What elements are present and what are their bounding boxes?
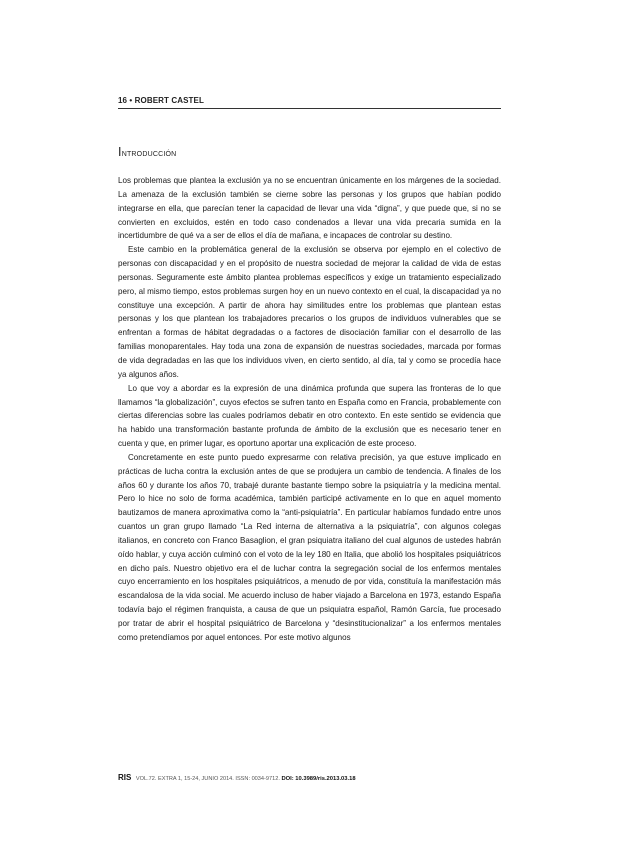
paragraph-2: Este cambio en la problemática general de la exclusión se observa por ejemplo en el colectivo de personas con discapacidad y en el propósito de nuestra sociedad de mejorar la calidad de vida de estas personas. Seguramente este ámbito plantea problemas específicos y exige un tratamiento especializado pero, al mismo tiempo, estos problemas surgen hoy en un nuevo contexto en el cual, la discapacidad ya no constituye una excepción. A partir de ahora hay similitudes entre los problemas que plantean estas personas y los que plantean los trabajadores precarios o los grupos de individuos vulnerables que se enfrentan a formas de hábitat degradadas o a factores de disociación familiar con el desarrollo de las familias monoparentales. Hay toda una zona de expansión de nuestras sociedades, marcada por formas de vida degradadas en las que los individuos viven, en cierto sentido, al día, tal y como se procedía hace ya algunos años. [118, 245, 501, 379]
section-title: Introducción [118, 145, 177, 159]
journal-abbrev: RIS [118, 773, 132, 782]
paragraph-4: Concretamente en este punto puedo expresarme con relativa precisión, ya que estuve implicado en prácticas de lucha contra la exclusión antes de que se produjera un cambio de tendencia. A finales de los años 60 y durante los años 70, trabajé durante bastante tiempo sobre la psiquiatría y la medicina mental. Pero lo hice no solo de forma académica, también participé activamente en lo que en aquel momento bautizamos de manera aproximativa como la “anti-psiquiatría”. En particular habíamos fundado entre unos cuantos un gran grupo llamado “La Red interna de alternativa a la psiquiatría”, con algunos colegas italianos, en concreto con Franco Basaglion, el gran psiquiatra italiano del cual algunos de ustedes habrán oído hablar, y cuya acción culminó con el voto de la ley 180 en Italia, que abolió los hospitales psiquiátricos en dicho país. Nuestro objetivo era el de luchar contra la segregación social de los enfermos mentales cuyo encerramiento en los hospitales psiquiátricos, a menudo de por vida, constituía la manifestación más escandalosa de la vida social. Me acuerdo incluso de haber viajado a Barcelona en 1973, estando España todavía bajo el régimen franquista, a causa de que un psiquiatra español, Ramón García, fue procesado por tratar de abrir el hospital psiquiátrico de Barcelona y “desinstitucionalizar” a los enfermos mentales como pretendíamos por aquel entonces. Por este motivo algunos [118, 452, 501, 642]
citation-info: VOL.72. EXTRA 1, 15-24, JUNIO 2014. ISSN: 0034-9712. [135, 776, 280, 782]
paragraph-1: Los problemas que plantea la exclusión ya no se encuentran únicamente en los márgenes de la sociedad. La amenaza de la exclusión también se cierne sobre las personas y los grupos que habían podido integrarse en ella, que parecían tener la capacidad de llevar una vida “digna”, y que puede que, si no se convierten en excluidos, estén en todo caso condenados a llevar una vida precaria sumida en la incertidumbre de qué va a ser de ellos el día de mañana, e incapaces de controlar su destino. [118, 176, 501, 241]
page [118, 96, 501, 645]
article-body [118, 174, 501, 645]
page-footer [118, 773, 501, 782]
doi-link[interactable]: DOI: 10.3989/ris.2013.03.18 [281, 776, 356, 782]
paragraph-3: Lo que voy a abordar es la expresión de una dinámica profunda que supera las fronteras de lo que llamamos “la globalización”, cuyos efectos se sufren tanto en España como en Francia, probablemente con ciertas diferencias sobre las cuales podríamos debatir en otro contexto. En este sentido se evidencia que ha habido una transformación bastante profunda de ámbito de la exclusión que es necesario tener en cuenta y que, en primer lugar, es oportuno aportar una explicación de este proceso. [118, 383, 501, 449]
running-head: 16 • ROBERT CASTEL [118, 96, 501, 109]
